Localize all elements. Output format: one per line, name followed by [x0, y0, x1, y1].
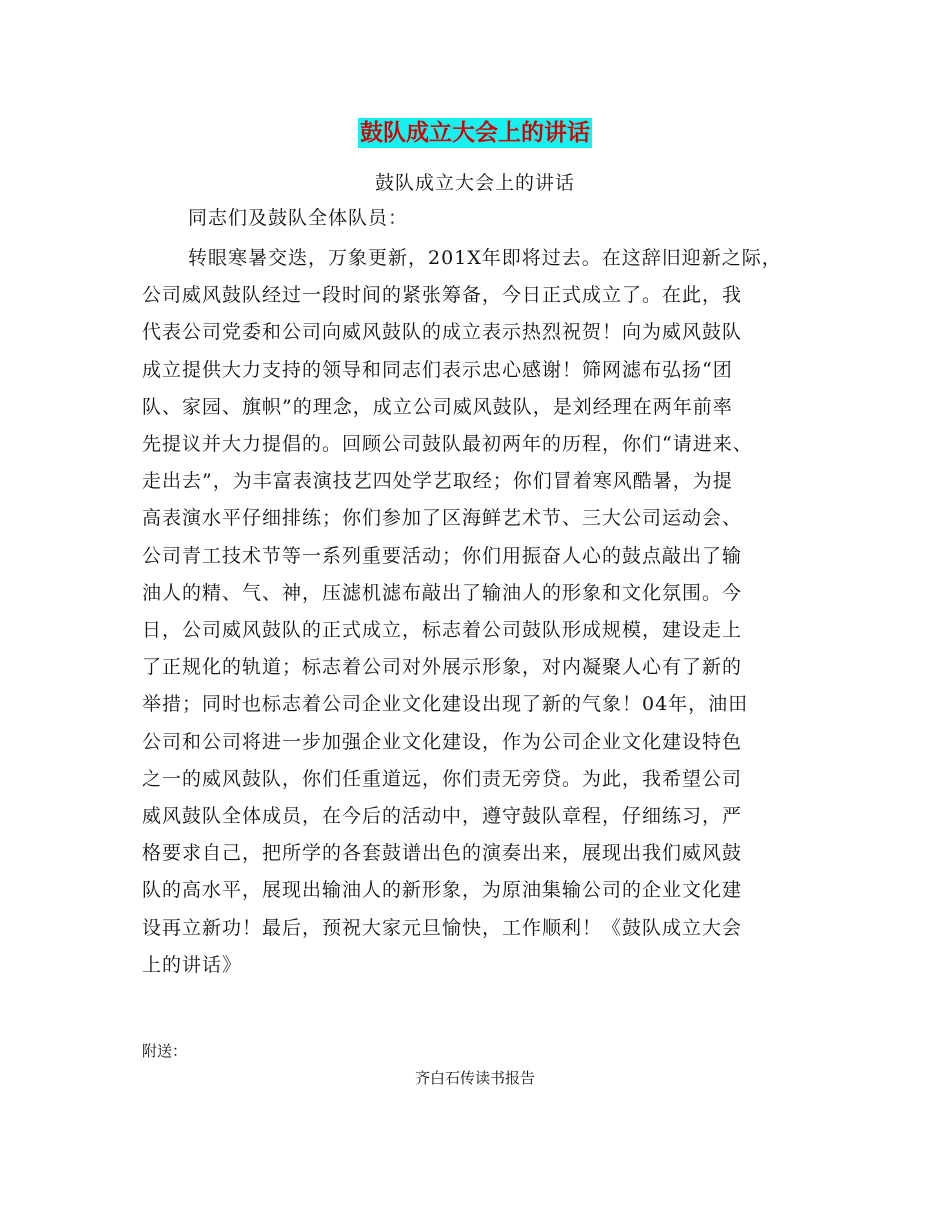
body-line: 格要求自己，把所学的各套鼓谱出色的演奏出来，展现出我们威风鼓: [142, 842, 743, 865]
body-line: 之一的威风鼓队，你们任重道远，你们责无旁贷。为此，我希望公司: [142, 767, 743, 790]
salutation: 同志们及鼓队全体队员：: [188, 207, 409, 229]
document-title-text: 鼓队成立大会上的讲话: [360, 120, 590, 146]
document-title: [0, 110, 950, 148]
body-line: 上的讲话》: [142, 953, 243, 976]
body-line: 队的高水平，展现出输油人的新形象，为原油集输公司的企业文化建: [142, 879, 743, 902]
body-line: 高表演水平仔细排练；你们参加了区海鲜艺术节、三大公司运动会、: [142, 507, 743, 530]
body-line: 成立提供大力支持的领导和同志们表示忠心感谢！筛网滤布弘扬“团: [142, 358, 733, 381]
body-line: 公司和公司将进一步加强企业文化建设，作为公司企业文化建设特色: [142, 730, 743, 753]
body-line: 威风鼓队全体成员，在今后的活动中，遵守鼓队章程，仔细练习，严: [142, 805, 743, 828]
body-line: 了正规化的轨道；标志着公司对外展示形象，对内凝聚人心有了新的: [142, 656, 743, 679]
body-line: 公司青工技术节等一系列重要活动；你们用振奋人心的鼓点敲出了输: [142, 544, 743, 567]
body-line: 油人的精、气、神，压滤机滤布敲出了输油人的形象和文化氛围。今: [142, 581, 743, 604]
document-subtitle: 鼓队成立大会上的讲话: [374, 172, 575, 194]
body-line: 队、家园、旗帜”的理念，成立公司威风鼓队，是刘经理在两年前率: [142, 395, 733, 418]
body-line: 日，公司威风鼓队的正式成立，标志着公司鼓队形成规模，建设走上: [142, 619, 743, 642]
body-line: 代表公司党委和公司向威风鼓队的成立表示热烈祝贺！向为威风鼓队: [142, 321, 743, 344]
body-line: 走出去”，为丰富表演技艺四处学艺取经；你们冒着寒风酷暑，为提: [142, 470, 733, 493]
speech-body: [142, 240, 814, 984]
body-line: 设再立新功！最后，预祝大家元旦愉快，工作顺利！《鼓队成立大会: [142, 916, 743, 939]
body-line: 公司威风鼓队经过一段时间的紧张筹备，今日正式成立了。在此，我: [142, 284, 743, 307]
appendix-item: 齐白石传读书报告: [414, 1069, 535, 1087]
body-line: 转眼寒暑交迭，万象更新，201X年即将过去。在这辞旧迎新之际，: [188, 247, 782, 269]
body-line: 先提议并大力提倡的。回顾公司鼓队最初两年的历程，你们“请进来、: [142, 433, 753, 456]
body-line: 举措；同时也标志着公司企业文化建设出现了新的气象！04年，油田: [142, 693, 749, 716]
appendix-label: 附送：: [142, 1042, 188, 1060]
